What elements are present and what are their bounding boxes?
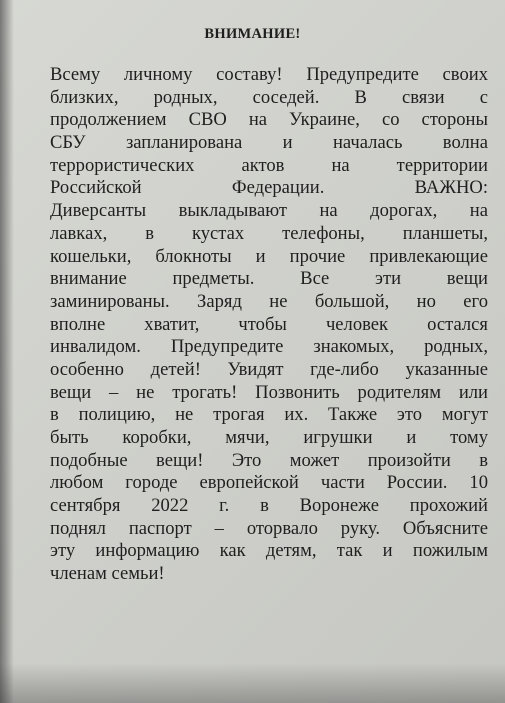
notice-title: ВНИМАНИЕ! — [204, 26, 301, 42]
notice-line: Российской Федерации. ВАЖНО: — [50, 177, 488, 199]
notice-line: любом городе европейской части России. 10 — [50, 472, 488, 494]
notice-line: Всему личному составу! Предупредите своих — [50, 64, 488, 85]
notice-line: вполне хватит, чтобы человек остался — [50, 313, 488, 335]
notice-line: кошельки, блокноты и прочие привлекающие — [50, 245, 488, 267]
notice-line: лавках, в кустах телефоны, планшеты, — [50, 222, 488, 244]
notice-line: поднял паспорт – оторвало руку. Объясните — [50, 517, 488, 539]
notice-line: СБУ запланирована и началась волна — [50, 132, 488, 154]
notice-line: близких, родных, соседей. В связи с — [50, 86, 488, 108]
paper-edge-shadow — [0, 0, 14, 703]
notice-line: подобные вещи! Это может произойти в — [50, 449, 488, 471]
notice-line: террористических актов на территории — [50, 154, 488, 176]
notice-line: эту информацию как детям, так и пожилым — [50, 540, 488, 562]
notice-line: быть коробки, мячи, игрушки и тому — [50, 427, 488, 448]
notice-line: внимание предметы. Все эти вещи — [50, 268, 488, 290]
notice-line: вещи – не трогать! Позвонить родителям или — [50, 381, 488, 403]
notice-line: Диверсанты выкладывают на дорогах, на — [50, 200, 488, 222]
notice-line: в полицию, не трогая их. Также это могут — [50, 404, 488, 426]
notice-line: продолжением СВО на Украине, со стороны — [50, 109, 488, 131]
notice-line: заминированы. Заряд не большой, но его — [50, 290, 488, 312]
notice-line: сентября 2022 г. в Воронеже прохожий — [50, 495, 488, 517]
notice-body — [50, 64, 488, 586]
paper-bottom-shadow — [0, 663, 505, 703]
notice-line: инвалидом. Предупредите знакомых, родных, — [50, 336, 488, 358]
notice-line: членам семьи! — [50, 563, 165, 585]
notice-line: особенно детей! Увидят где-либо указанные — [50, 358, 488, 380]
